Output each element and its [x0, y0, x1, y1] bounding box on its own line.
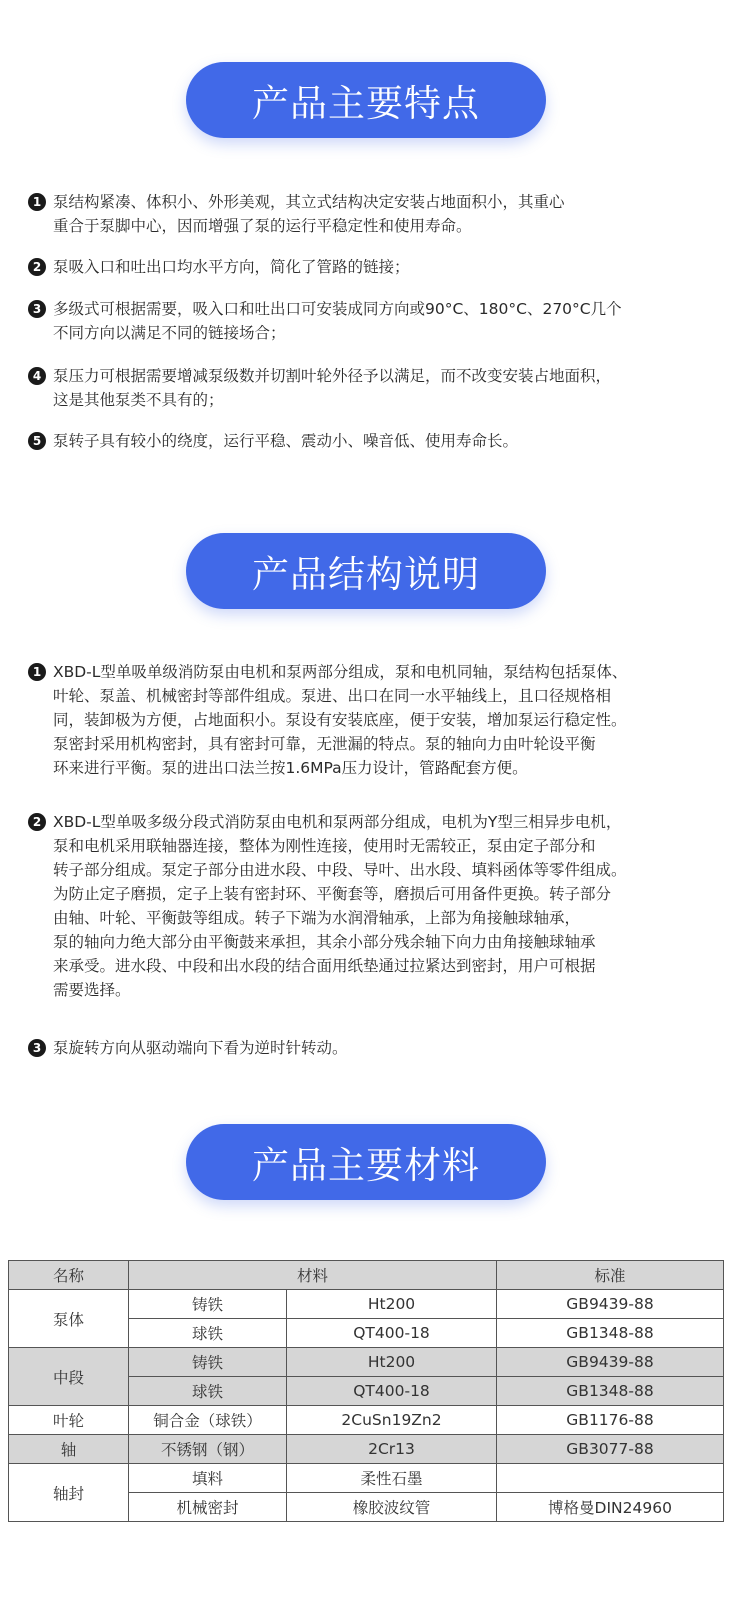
type-cell: 铜合金（球铁） — [129, 1406, 287, 1435]
structure-text-line: 泵密封采用机构密封，具有密封可靠，无泄漏的特点。泵的轴向力由叶轮设平衡 — [53, 735, 596, 753]
standard-cell: GB3077-88 — [497, 1435, 724, 1464]
row-name-cell: 轴封 — [9, 1464, 129, 1522]
table-row — [9, 1435, 724, 1464]
structure-text-line: 同，装卸极为方便，占地面积小。泵设有安装底座，便于安装，增加泵运行稳定性。 — [53, 711, 627, 729]
numbered-bullet-icon: 2 — [28, 813, 46, 831]
standard-cell: GB9439-88 — [497, 1290, 724, 1319]
material-cell: Ht200 — [287, 1348, 497, 1377]
structure-text-line: 需要选择。 — [53, 981, 131, 999]
structure-text-line: 叶轮、泵盖、机械密封等部件组成。泵进、出口在同一水平轴线上，且口径规格相 — [53, 687, 612, 705]
row-name-cell: 轴 — [9, 1435, 129, 1464]
material-cell: Ht200 — [287, 1290, 497, 1319]
numbered-bullet-icon: 5 — [28, 432, 46, 450]
type-cell: 铸铁 — [129, 1290, 287, 1319]
structure-text-line: 泵旋转方向从驱动端向下看为逆时针转动。 — [53, 1039, 348, 1057]
section-title-text: 产品结构说明 — [252, 553, 480, 596]
feature-text-line: 泵转子具有较小的绕度，运行平稳、震动小、噪音低、使用寿命长。 — [53, 432, 519, 450]
table-row — [9, 1406, 724, 1435]
type-cell: 球铁 — [129, 1319, 287, 1348]
table-row — [9, 1290, 724, 1319]
standard-cell: GB9439-88 — [497, 1348, 724, 1377]
type-cell: 填料 — [129, 1464, 287, 1493]
feature-text-line: 这是其他泵类不具有的； — [53, 391, 224, 409]
material-cell: 2Cr13 — [287, 1435, 497, 1464]
feature-item — [28, 297, 718, 345]
numbered-bullet-icon: 2 — [28, 258, 46, 276]
structure-text-line: XBD-L型单吸多级分段式消防泵由电机和泵两部分组成，电机为Y型三相异步电机， — [53, 813, 622, 831]
standard-cell: GB1348-88 — [497, 1377, 724, 1406]
feature-item — [28, 190, 718, 238]
materials-table — [8, 1260, 724, 1522]
section-title-text: 产品主要特点 — [252, 82, 480, 125]
header-standard: 标准 — [497, 1261, 724, 1290]
numbered-bullet-icon: 4 — [28, 367, 46, 385]
feature-text-line: 不同方向以满足不同的链接场合； — [53, 324, 286, 342]
standard-cell: GB1176-88 — [497, 1406, 724, 1435]
numbered-bullet-icon: 3 — [28, 1039, 46, 1057]
material-cell: QT400-18 — [287, 1377, 497, 1406]
feature-text-line: 多级式可根据需要，吸入口和吐出口可安装成同方向或90°C、180°C、270°C几个 — [53, 300, 622, 318]
structure-item — [28, 810, 718, 1002]
table-header-row — [9, 1261, 724, 1290]
type-cell: 不锈钢（钢） — [129, 1435, 287, 1464]
feature-text-line: 重合于泵脚中心，因而增强了泵的运行平稳定性和使用寿命。 — [53, 217, 472, 235]
row-name-cell: 泵体 — [9, 1290, 129, 1348]
table-row — [9, 1464, 724, 1493]
structure-text-line: 转子部分组成。泵定子部分由进水段、中段、导叶、出水段、填料函体等零件组成。 — [53, 861, 627, 879]
structure-item — [28, 1036, 718, 1060]
structure-text-line: 来承受。进水段、中段和出水段的结合面用纸垫通过拉紧达到密封，用户可根据 — [53, 957, 596, 975]
structure-text-line: 泵和电机采用联轴器连接，整体为刚性连接，使用时无需较正，泵由定子部分和 — [53, 837, 596, 855]
section-title-materials — [186, 1124, 546, 1200]
standard-cell — [497, 1464, 724, 1493]
material-cell: 橡胶波纹管 — [287, 1493, 497, 1522]
structure-text-line: XBD-L型单吸单级消防泵由电机和泵两部分组成，泵和电机同轴，泵结构包括泵体、 — [53, 663, 628, 681]
numbered-bullet-icon: 1 — [28, 193, 46, 211]
standard-cell: GB1348-88 — [497, 1319, 724, 1348]
feature-text-line: 泵结构紧凑、体积小、外形美观，其立式结构决定安装占地面积小，其重心 — [53, 193, 565, 211]
structure-item — [28, 660, 718, 780]
header-material: 材料 — [129, 1261, 497, 1290]
structure-text-line: 泵的轴向力绝大部分由平衡鼓来承担，其余小部分残余轴下向力由角接触球轴承 — [53, 933, 596, 951]
section-title-structure — [186, 533, 546, 609]
structure-text-line: 由轴、叶轮、平衡鼓等组成。转子下端为水润滑轴承，上部为角接触球轴承， — [53, 909, 581, 927]
numbered-bullet-icon: 1 — [28, 663, 46, 681]
material-cell: 柔性石墨 — [287, 1464, 497, 1493]
feature-text-line: 泵压力可根据需要增减泵级数并切割叶轮外径予以满足，而不改变安装占地面积， — [53, 367, 612, 385]
numbered-bullet-icon: 3 — [28, 300, 46, 318]
structure-text-line: 环来进行平衡。泵的进出口法兰按1.6MPa压力设计，管路配套方便。 — [53, 759, 528, 777]
header-name: 名称 — [9, 1261, 129, 1290]
material-cell: 2CuSn19Zn2 — [287, 1406, 497, 1435]
table-row — [9, 1348, 724, 1377]
material-cell: QT400-18 — [287, 1319, 497, 1348]
feature-text-line: 泵吸入口和吐出口均水平方向，简化了管路的链接； — [53, 258, 410, 276]
feature-item — [28, 255, 718, 279]
type-cell: 铸铁 — [129, 1348, 287, 1377]
section-title-features — [186, 62, 546, 138]
row-name-cell: 叶轮 — [9, 1406, 129, 1435]
structure-text-line: 为防止定子磨损，定子上装有密封环、平衡套等，磨损后可用备件更换。转子部分 — [53, 885, 612, 903]
feature-item — [28, 429, 718, 453]
row-name-cell: 中段 — [9, 1348, 129, 1406]
section-title-text: 产品主要材料 — [252, 1144, 480, 1187]
type-cell: 机械密封 — [129, 1493, 287, 1522]
type-cell: 球铁 — [129, 1377, 287, 1406]
standard-cell: 博格曼DIN24960 — [497, 1493, 724, 1522]
feature-item — [28, 364, 718, 412]
